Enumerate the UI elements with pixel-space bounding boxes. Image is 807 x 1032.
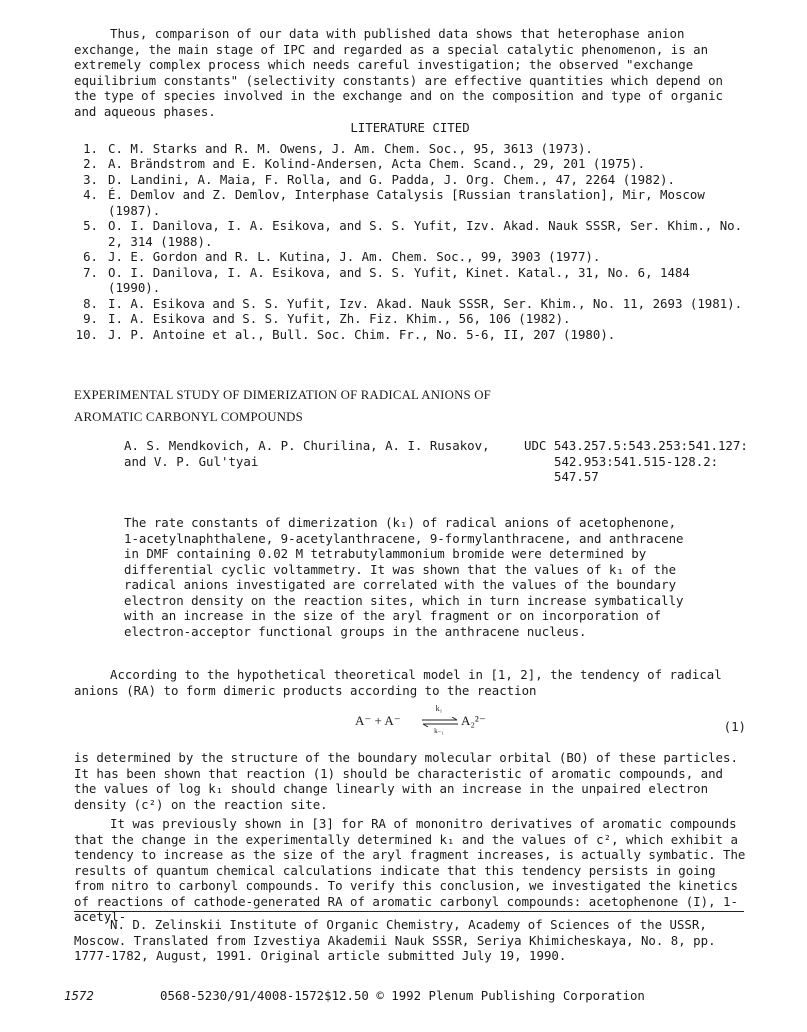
equation-rhs: A₂²⁻: [461, 713, 486, 728]
reference-text: J. E. Gordon and R. L. Kutina, J. Am. Chem. Soc., 99, 3903 (1977).: [108, 249, 601, 264]
reference-number: 9.: [83, 311, 98, 326]
intro-paragraph: Thus, comparison of our data with published data shows that heterophase anion exchange, the main stage of IPC and regarded as a special catalytic phenomenon, is an extremely complex process which needs careful investigation; the observed "exchange equilibrium constants" (selectivity constants) are effective quantities which depend on the type of species involved in the exchange and on the composition and type of organic and aqueous phases.: [74, 26, 724, 119]
authors: [124, 438, 524, 469]
equation-k-forward: k₁: [435, 704, 443, 713]
equation-number: (1): [723, 719, 746, 734]
reference-item: [74, 156, 746, 172]
body-paragraph-3: [74, 816, 746, 925]
article-title-line-1: EXPERIMENTAL STUDY OF DIMERIZATION OF RADICAL ANIONS OF: [74, 388, 491, 402]
reference-number: 3.: [83, 171, 98, 187]
reference-list: [74, 141, 746, 343]
literature-section: [74, 120, 746, 342]
body-paragraph-3-text: It was previously shown in [3] for RA of mononitro derivatives of aromatic compounds that the change in the experimentally determined k₁ and the values of c², which exhibit a tendency to increase as the size of the aryl fragment increases, is actually symbatic. The results of quantum chemical calculations indicate that this tendency persists in going from nitro to carbonyl compounds. To verify this conclusion, we investigated the kinetics of reactions of cathode-generated RA of aromatic carbonyl compounds: acetophenone (I), 1-acetyl-: [74, 816, 746, 924]
body-paragraph-2: [74, 750, 746, 812]
footnote-text: N. D. Zelinskii Institute of Organic Chemistry, Academy of Sciences of the USSR, Moscow. Translated from Izvestiya Akademii Nauk SSSR, Seriya Khimicheskaya, No. 8, pp. 1777-1782, August, 1991. Original article submitted July 19, 1990.: [74, 917, 716, 963]
reference-number: 5.: [83, 218, 98, 233]
reference-text: I. A. Esikova and S. S. Yufit, Izv. Akad. Nauk SSSR, Ser. Khim., No. 11, 2693 (1981).: [108, 295, 743, 311]
page-number: 1572: [64, 988, 94, 1003]
reference-text: A. Brändstrom and E. Kolind-Andersen, Acta Chem. Scand., 29, 201 (1975).: [108, 156, 646, 171]
footnote: [74, 917, 746, 964]
reference-item: [74, 187, 746, 218]
reference-item: [74, 172, 746, 188]
body-paragraph-1-text: According to the hypothetical theoretical model in [1, 2], the tendency of radical anions (RA) to form dimeric products according to the reaction: [74, 667, 722, 698]
reference-item: [74, 311, 746, 327]
reference-number: 8.: [83, 295, 98, 311]
abstract-text: The rate constants of dimerization (k₁) of radical anions of acetophenone, 1-acetylnaphthalene, 9-acetylanthracene, 9-formylanthracene, and anthracene in DMF containing 0.02 M tetrabutylammonium bromide were determined by differential cyclic voltammetry. It was shown that the values of k₁ of the radical anions investigated are correlated with the values of the boundary electron density on the reaction sites, which in turn increase symbatically with an increase in the size of the aryl fragment or on incorporation of electron-acceptor functional groups in the anthracene nucleus.: [124, 515, 684, 639]
reference-text: D. Landini, A. Maia, F. Rolla, and G. Padda, J. Org. Chem., 47, 2264 (1982).: [108, 171, 675, 187]
reference-text: O. I. Danilova, I. A. Esikova, and S. S. Yufit, Kinet. Katal., 31, No. 6, 1484 (1990).: [108, 264, 690, 295]
body-paragraph-2-text: is determined by the structure of the boundary molecular orbital (BO) of these particles. It has been shown that reaction (1) should be characteristic of aromatic compounds, and the values of log k₁ should change linearly with an increase in the unpaired electron density (c²) on the reaction site.: [74, 750, 738, 812]
article-title-line-2: AROMATIC CARBONYL COMPOUNDS: [74, 410, 303, 424]
reference-number: 1.: [83, 140, 98, 156]
reference-text: O. I. Danilova, I. A. Esikova, and S. S. Yufit, Izv. Akad. Nauk SSSR, Ser. Khim., No. 2, 314 (1988).: [108, 218, 743, 249]
reference-item: [74, 249, 746, 265]
reference-text: J. P. Antoine et al., Bull. Soc. Chim. Fr., No. 5-6, II, 207 (1980).: [108, 326, 616, 342]
reference-item: [74, 327, 746, 343]
body-paragraph-1: [74, 667, 746, 698]
udc-line-1: UDC 543.257.5:543.253:541.127:: [524, 438, 748, 453]
reference-item: [74, 218, 746, 249]
copyright-line: 0568-5230/91/4008-1572$12.50 © 1992 Plenum Publishing Corporation: [160, 988, 645, 1003]
reference-text: I. A. Esikova and S. S. Yufit, Zh. Fiz. Khim., 56, 106 (1982).: [108, 311, 571, 326]
footnote-divider: [74, 911, 744, 912]
reference-number: 4.: [83, 187, 98, 202]
reference-number: 6.: [83, 249, 98, 264]
abstract: [124, 515, 696, 639]
udc-line-2: 542.953:541.515-128.2:: [554, 453, 719, 469]
reference-number: 10.: [75, 326, 98, 342]
authors-line-1: A. S. Mendkovich, A. P. Churilina, A. I. Rusakov,: [124, 438, 490, 453]
article-title: [74, 384, 746, 428]
equation-lhs: A⁻ + A⁻: [355, 713, 401, 728]
reference-text: C. M. Starks and R. M. Owens, J. Am. Chem. Soc., 95, 3613 (1973).: [108, 140, 593, 156]
authors-line-2: and V. P. Gul'tyai: [124, 453, 259, 469]
reference-item: [74, 141, 746, 157]
reference-number: 2.: [83, 156, 98, 171]
reference-item: [74, 265, 746, 296]
intro-section: [74, 26, 746, 119]
udc-classification: [524, 438, 764, 485]
reference-item: [74, 296, 746, 312]
udc-line-3: 547.57: [554, 469, 599, 484]
equation-k-reverse: k₋₁: [434, 727, 444, 735]
literature-title: LITERATURE CITED: [350, 120, 470, 135]
reference-number: 7.: [83, 264, 98, 280]
reaction-equation: [355, 704, 515, 739]
reference-text: É. Demlov and Z. Demlov, Interphase Catalysis [Russian translation], Mir, Moscow (1987).: [108, 187, 705, 218]
